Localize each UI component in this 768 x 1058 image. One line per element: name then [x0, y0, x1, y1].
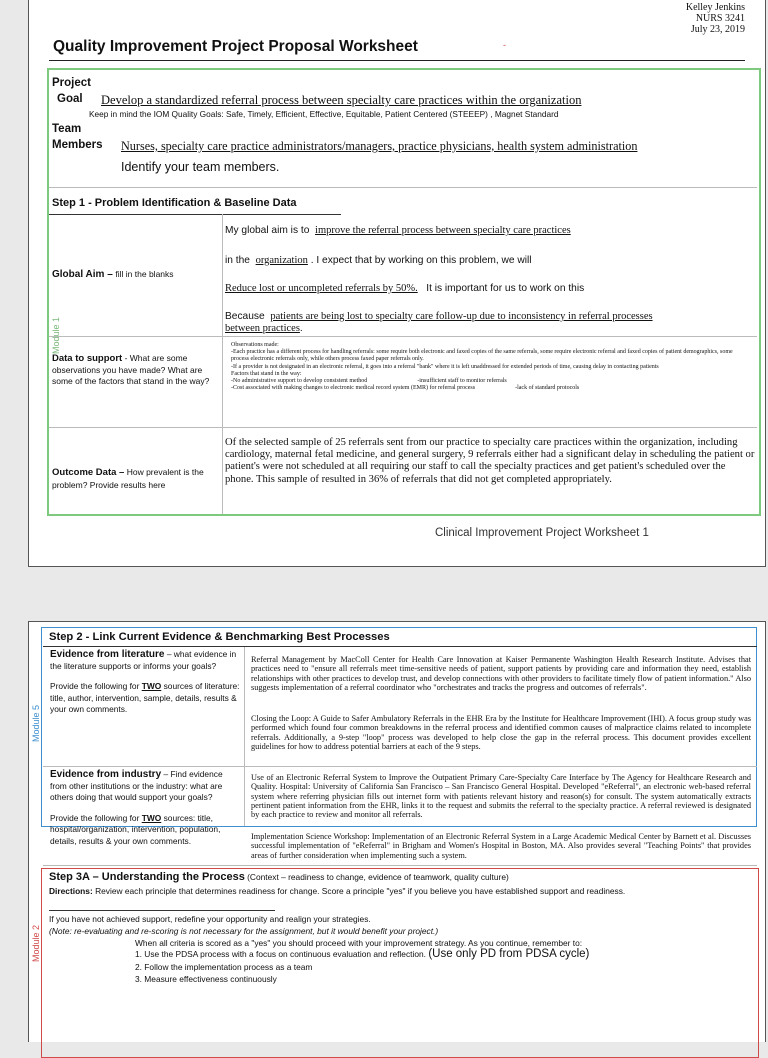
literature-source-2: Closing the Loop: A Guide to Safer Ambulatory Referrals in the EHR Era by the Institute for Healthcare Improvement (IHI). A focus group study was performed which found four common breakdowns in the referral process and identified common causes of malpractice claims related to incomplete referrals. Additionally, a 9-step "loop" process was developed to help close the gap in the referral process. This document provides excellent guidelines for how to address potential barriers at each of the 9 steps. [251, 714, 751, 751]
instruction-list-item: 2. Follow the implementation process as a team [135, 962, 313, 972]
data-support-title: Data to support [52, 353, 123, 364]
members-label: Members [52, 139, 103, 151]
global-aim-title: Global Aim – [52, 269, 113, 280]
aim-line-2 [225, 255, 532, 266]
instruction-line: If you have not achieved support, redefine your opportunity and realign your strategies. [49, 914, 371, 924]
aim-line-4-prefix: Because [225, 311, 265, 322]
outcome-title: Outcome Data – [52, 467, 125, 478]
industry-provide [50, 813, 240, 848]
row-divider [49, 427, 757, 428]
data-support-label [52, 353, 217, 388]
literature-source-1: Referral Management by MacColl Center for Health Care Innovation at Kaiser Permanente Washington Health Research Institute. Advises that practices need to "ensure all referrals meet time-sensitive needs of patient, support patients by providing care and information they need, establish relationships with other practices to develop trust, and develop connections with other providers to facilitate timely flow of patient information." Also suggests implementation of a referral coordinator who "orchestrates and tracks the progress and outcomes of referrals". [251, 655, 751, 692]
factor-item: -insufficient staff to monitor referrals [417, 378, 507, 385]
team-members-text: Nurses, specialty care practice administrators/managers, practice physicians, health system administration [121, 139, 638, 153]
list-item-text: 1. Use the PDSA process with a focus on continuous evaluation and reflection. [135, 949, 426, 959]
divider [43, 865, 757, 866]
divider [43, 646, 757, 647]
aim-line-2-value: organization [255, 255, 308, 266]
row-divider [49, 336, 757, 337]
literature-hint: – what evidence in the literature supports or informs your goals? [50, 649, 237, 671]
literature-provide [50, 681, 240, 716]
aim-line-1-value: improve the referral process between specialty care practices [315, 225, 571, 236]
provide-count: TWO [141, 812, 162, 823]
aim-line-3-value: Reduce lost or uncompleted referrals by 50%. [225, 283, 418, 294]
outcome-text: Of the selected sample of 25 referrals sent from our practice to specialty care practices within the organization, including cardiology, maternal fetal medicine, and general surgery, 9 referrals either had a significant delay in scheduling the patient or patient's were not scheduled at all requiring our staff to call the specialty practices and get patient's scheduled over the phone. This sample of resulted in 36% of referrals that did not get completed appropriately. [225, 437, 755, 485]
literature-label [50, 649, 240, 716]
divider [49, 214, 341, 215]
team-label: Team [52, 123, 82, 135]
team-prompt: Identify your team members. [121, 160, 280, 174]
row-divider [43, 766, 757, 767]
industry-title: Evidence from industry [50, 769, 162, 780]
observation-line: Factors that stand in the way: [231, 370, 302, 377]
aim-line-2-prefix: in the [225, 255, 250, 266]
directions-label: Directions: [49, 886, 93, 896]
industry-hint: – Find evidence from other institutions or the industry: what are others doing that would support your goals? [50, 769, 223, 802]
student-name: Kelley Jenkins [685, 2, 745, 13]
goal-note: Keep in mind the IOM Quality Goals: Safe, Timely, Efficient, Effective, Equitable, Patient Centered (STEEEP) , Magnet Standard [89, 109, 559, 119]
divider [49, 187, 757, 188]
aim-line-1 [225, 225, 571, 236]
outcome-label [52, 466, 217, 491]
divider [49, 910, 275, 911]
instruction-note: (Note: re-evaluating and re-scoring is not necessary for the assignment, but it would benefit your project.) [49, 926, 439, 936]
page-title: Quality Improvement Project Proposal Worksheet [53, 38, 418, 55]
project-label: Project [52, 77, 91, 89]
mark-icon: - [503, 40, 506, 50]
step3a-title: Step 3A – Understanding the Process [49, 871, 245, 883]
module-side-label: Module 2 [31, 924, 41, 962]
aim-line-2-suffix: . I expect that by working on this problem, we will [310, 255, 532, 266]
step3a-heading [49, 871, 509, 883]
step3a-context: (Context – readiness to change, evidence of teamwork, quality culture) [247, 872, 509, 882]
step2-heading: Step 2 - Link Current Evidence & Benchmarking Best Processes [49, 631, 390, 643]
global-aim-label [52, 268, 174, 282]
instruction-list-item: 3. Measure effectiveness continuously [135, 974, 277, 984]
provide-text: sources: title, hospital/organization, intervention, population, details, results & your own comments. [50, 812, 221, 846]
course-code: NURS 3241 [695, 13, 745, 24]
factor-item: -No administrative support to develop consistent method [231, 378, 368, 385]
aim-line-3-suffix: It is important for us to work on this [426, 283, 585, 294]
instruction-list-item [135, 948, 589, 960]
observation-line: -Each practice has a different process for handling referrals: some require both electronic and faxed copies of the same referrals, some require electronic referral and faxed copies of patient demographics, some process electronic referrals only, while others process faxed paper referrals only. [231, 349, 733, 363]
header-date: July 23, 2019 [690, 24, 745, 35]
industry-source-1: Use of an Electronic Referral System to Improve the Outpatient Primary Care-Specialty Care Interface by The Agency for Healthcare Research and Quality. Hospital: University of California San Francisco – San Francisco General Hospital. Developed "eReferral", an electronic web-based referral system where referring physician fills out internet form with patients relevant history and reason(s) for consult. The system automatically extracts pertinent patient information from the EHR, links it to the request and submits the referral to the specialty practice. A referral reviewed is designated by each practice to review and monitor all referrals. [251, 773, 751, 820]
aim-line-1-prefix: My global aim is to [225, 225, 310, 236]
aim-line-4-value: patients are being lost to specialty care follow-up due to inconsistency in referral processes between practices [225, 311, 653, 334]
column-divider [222, 214, 223, 514]
provide-text: Provide the following for [50, 681, 140, 691]
goal-label: Goal [57, 93, 83, 105]
title-divider [49, 60, 745, 61]
step1-heading: Step 1 - Problem Identification & Baseline Data [52, 197, 297, 209]
provide-text: sources of literature: title, author, intervention, sample, details, results & your own comments. [50, 681, 240, 714]
aim-line-4: Because patients are being lost to specialty care follow-up due to inconsistency in referral processes between practices. [225, 311, 653, 334]
observation-line: -If a provider is not designated in an electronic referral, it goes into a referral "bank" where it is left unaddressed for extended periods of time, causing delay in contacting patients [231, 363, 659, 370]
directions [49, 886, 679, 898]
industry-label [50, 769, 240, 847]
outcome-hint: How prevalent is the problem? Provide results here [52, 467, 204, 490]
page-footer: Clinical Improvement Project Worksheet 1 [435, 527, 649, 539]
literature-title: Evidence from literature [50, 649, 165, 660]
worksheet-page-2 [28, 621, 766, 1042]
observation-line: Observations made: [231, 342, 279, 348]
directions-text: Review each principle that determines readiness for change. Score a principle "yes" if you believe you have established support and readiness. [95, 886, 626, 896]
observations-block [231, 342, 751, 392]
factor-item: -lack of standard protocols [515, 385, 580, 392]
data-support-hint: - What are some observations you have made? What are some of the factors that stand in the way? [52, 353, 210, 386]
column-divider [244, 647, 245, 826]
header-info [686, 2, 745, 35]
provide-count: TWO [141, 681, 162, 691]
worksheet-page-1 [28, 0, 766, 567]
aim-line-3 [225, 283, 584, 294]
provide-text: Provide the following for [50, 812, 140, 823]
industry-source-2: Implementation Science Workshop: Implementation of an Electronic Referral System in a Large Academic Medical Center by Barnett et al. Discusses successful implementation of "eReferral" in Brigham and Women's Hospital in Boston, MA. Also provides several "Teaching Points" that provides areas of further consideration when implementing such a system. [251, 832, 751, 860]
factor-item: -Cost associated with making changes to electronic medical record system (EMR) for referral process [231, 385, 476, 392]
list-item-note: (Use only PD from PDSA cycle) [428, 948, 590, 960]
goal-text: Develop a standardized referral process between specialty care practices within the organization [101, 93, 582, 107]
global-aim-hint: fill in the blanks [115, 269, 174, 279]
factor-row [231, 385, 751, 392]
module-side-label: Module 5 [31, 704, 41, 742]
instruction-line: When all criteria is scored as a "yes" you should proceed with your improvement strategy. As you continue, remember to: [135, 938, 583, 948]
